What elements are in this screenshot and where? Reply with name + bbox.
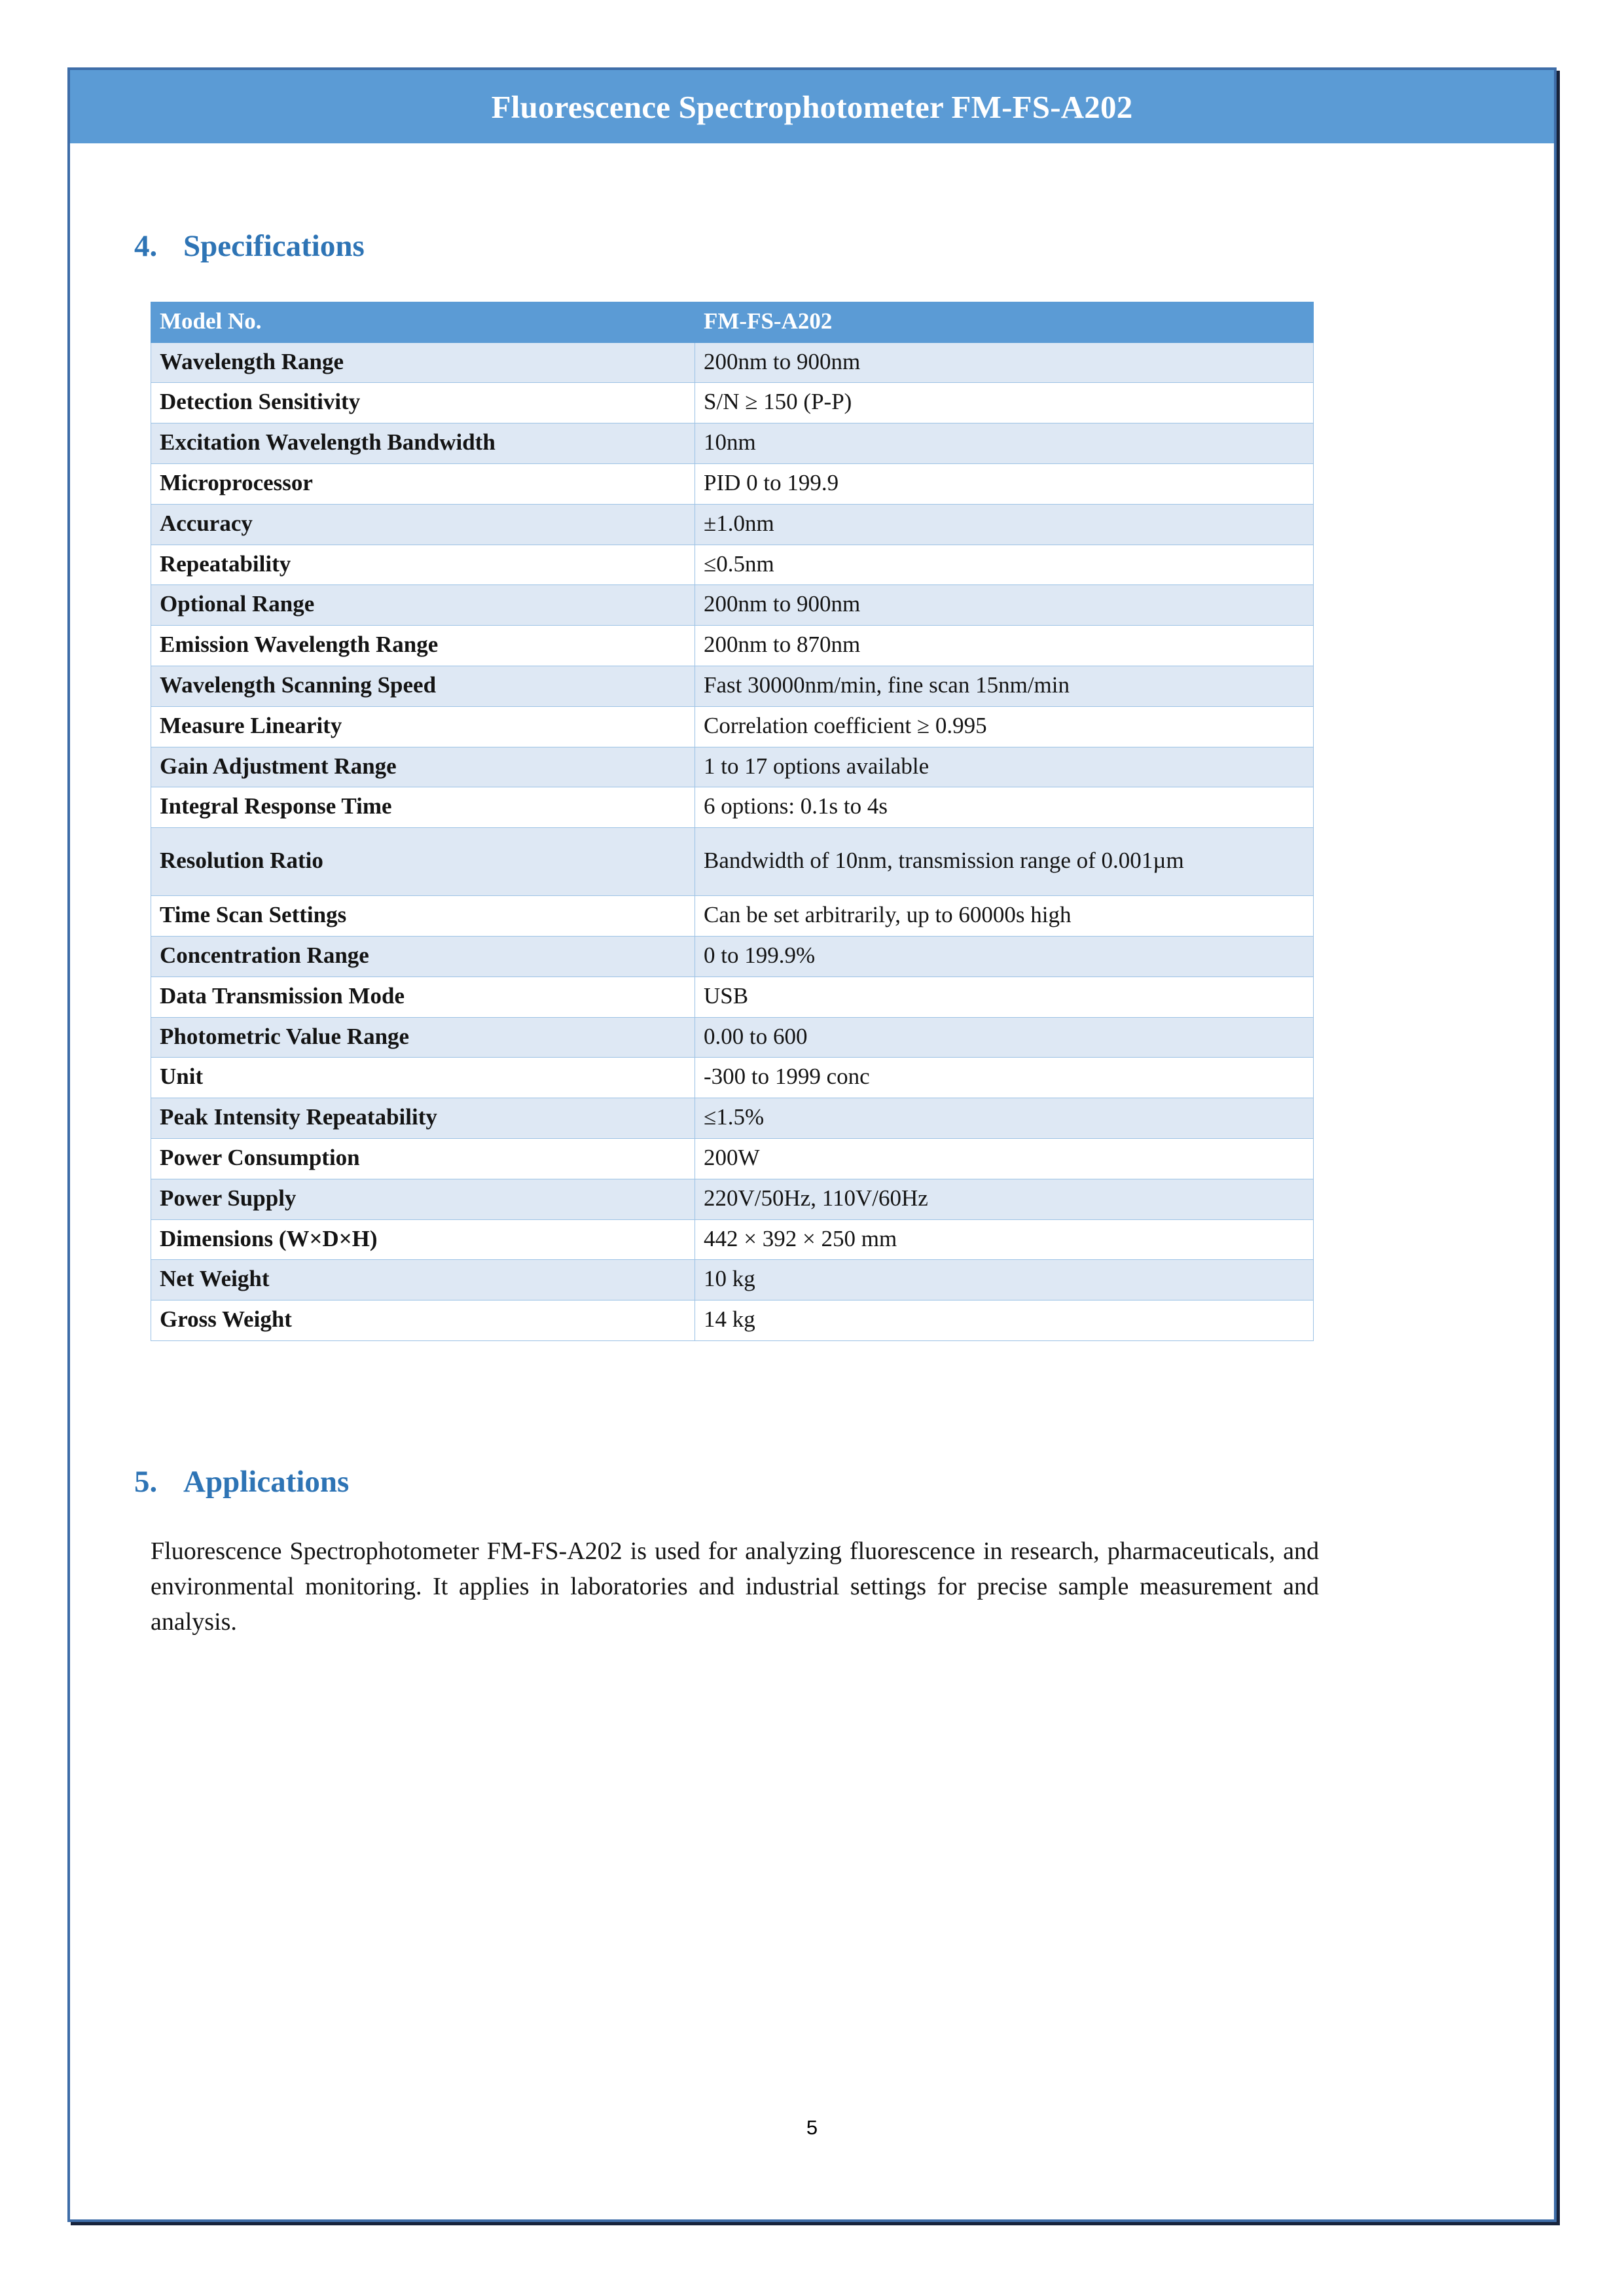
spec-label: Concentration Range [151, 937, 695, 977]
spec-label: Emission Wavelength Range [151, 626, 695, 666]
table-row [151, 383, 1314, 423]
section-heading-applications [134, 1465, 1509, 1499]
spec-label: Excitation Wavelength Bandwidth [151, 423, 695, 464]
table-row [151, 828, 1314, 896]
specifications-table-body [151, 342, 1314, 1340]
table-row [151, 464, 1314, 505]
spec-label: Integral Response Time [151, 787, 695, 828]
table-header-row [151, 302, 1314, 342]
spec-label: Wavelength Scanning Speed [151, 666, 695, 707]
spec-label: Peak Intensity Repeatability [151, 1098, 695, 1139]
table-row [151, 666, 1314, 707]
spec-value: 14 kg [695, 1300, 1314, 1341]
spec-label: Resolution Ratio [151, 828, 695, 896]
spec-label: Measure Linearity [151, 706, 695, 747]
table-row [151, 977, 1314, 1017]
spec-label: Time Scan Settings [151, 896, 695, 937]
table-row [151, 1017, 1314, 1058]
spec-value: S/N ≥ 150 (P-P) [695, 383, 1314, 423]
table-row [151, 545, 1314, 585]
table-row [151, 504, 1314, 545]
spec-label: Optional Range [151, 585, 695, 626]
table-row [151, 585, 1314, 626]
section-heading-specifications [134, 230, 1509, 264]
spec-value: 220V/50Hz, 110V/60Hz [695, 1179, 1314, 1219]
spec-value: -300 to 1999 conc [695, 1058, 1314, 1098]
section-title: Applications [183, 1465, 350, 1499]
document-header-banner [70, 70, 1554, 143]
table-row [151, 747, 1314, 787]
spec-value: Fast 30000nm/min, fine scan 15nm/min [695, 666, 1314, 707]
spec-label: Detection Sensitivity [151, 383, 695, 423]
spec-value: 200nm to 900nm [695, 585, 1314, 626]
section-number: 4. [134, 229, 158, 263]
spec-value: 200nm to 900nm [695, 342, 1314, 383]
spec-label: Photometric Value Range [151, 1017, 695, 1058]
spec-value: 1 to 17 options available [695, 747, 1314, 787]
page-content [70, 143, 1554, 2219]
spec-label: Gross Weight [151, 1300, 695, 1341]
spec-label: Power Supply [151, 1179, 695, 1219]
section-number: 5. [134, 1465, 158, 1499]
table-row [151, 1179, 1314, 1219]
table-row [151, 1260, 1314, 1300]
table-row [151, 1300, 1314, 1341]
spec-value: 0.00 to 600 [695, 1017, 1314, 1058]
table-row [151, 1219, 1314, 1260]
page-number: 5 [806, 2116, 818, 2139]
spec-value: 200nm to 870nm [695, 626, 1314, 666]
spec-value: Bandwidth of 10nm, transmission range of 0.001µm [695, 828, 1314, 896]
spec-label: Power Consumption [151, 1139, 695, 1179]
table-row [151, 1058, 1314, 1098]
spec-value: ±1.0nm [695, 504, 1314, 545]
table-row [151, 706, 1314, 747]
spec-value: 200W [695, 1139, 1314, 1179]
spec-value: ≤1.5% [695, 1098, 1314, 1139]
table-row [151, 1139, 1314, 1179]
table-row [151, 1098, 1314, 1139]
specifications-table [151, 302, 1314, 1341]
spec-value: 10nm [695, 423, 1314, 464]
spec-value: 10 kg [695, 1260, 1314, 1300]
spec-value: 0 to 199.9% [695, 937, 1314, 977]
table-row [151, 937, 1314, 977]
spec-label: Gain Adjustment Range [151, 747, 695, 787]
table-row [151, 896, 1314, 937]
spec-label: Dimensions (W×D×H) [151, 1219, 695, 1260]
table-row [151, 787, 1314, 828]
spec-label: Repeatability [151, 545, 695, 585]
spec-value: 442 × 392 × 250 mm [695, 1219, 1314, 1260]
spec-label: Accuracy [151, 504, 695, 545]
spec-label: Wavelength Range [151, 342, 695, 383]
spec-value: 6 options: 0.1s to 4s [695, 787, 1314, 828]
spec-label: Net Weight [151, 1260, 695, 1300]
page-frame [67, 67, 1557, 2222]
spec-label: Data Transmission Mode [151, 977, 695, 1017]
table-header-label: Model No. [151, 302, 695, 342]
applications-paragraph: Fluorescence Spectrophotometer FM-FS-A202 is used for analyzing fluorescence in research, pharmaceuticals, and environmental monitoring. It applies in laboratories and industrial settings for precise sample measurement and analysis. [151, 1537, 1319, 1636]
table-header-value: FM-FS-A202 [695, 302, 1314, 342]
document-title: Fluorescence Spectrophotometer FM-FS-A202 [491, 88, 1133, 125]
table-row [151, 423, 1314, 464]
spec-value: PID 0 to 199.9 [695, 464, 1314, 505]
spec-value: Can be set arbitrarily, up to 60000s high [695, 896, 1314, 937]
spec-value: Correlation coefficient ≥ 0.995 [695, 706, 1314, 747]
section-title: Specifications [183, 229, 365, 263]
table-row [151, 342, 1314, 383]
spec-label: Unit [151, 1058, 695, 1098]
spec-value: ≤0.5nm [695, 545, 1314, 585]
table-row [151, 626, 1314, 666]
spec-value: USB [695, 977, 1314, 1017]
spec-label: Microprocessor [151, 464, 695, 505]
